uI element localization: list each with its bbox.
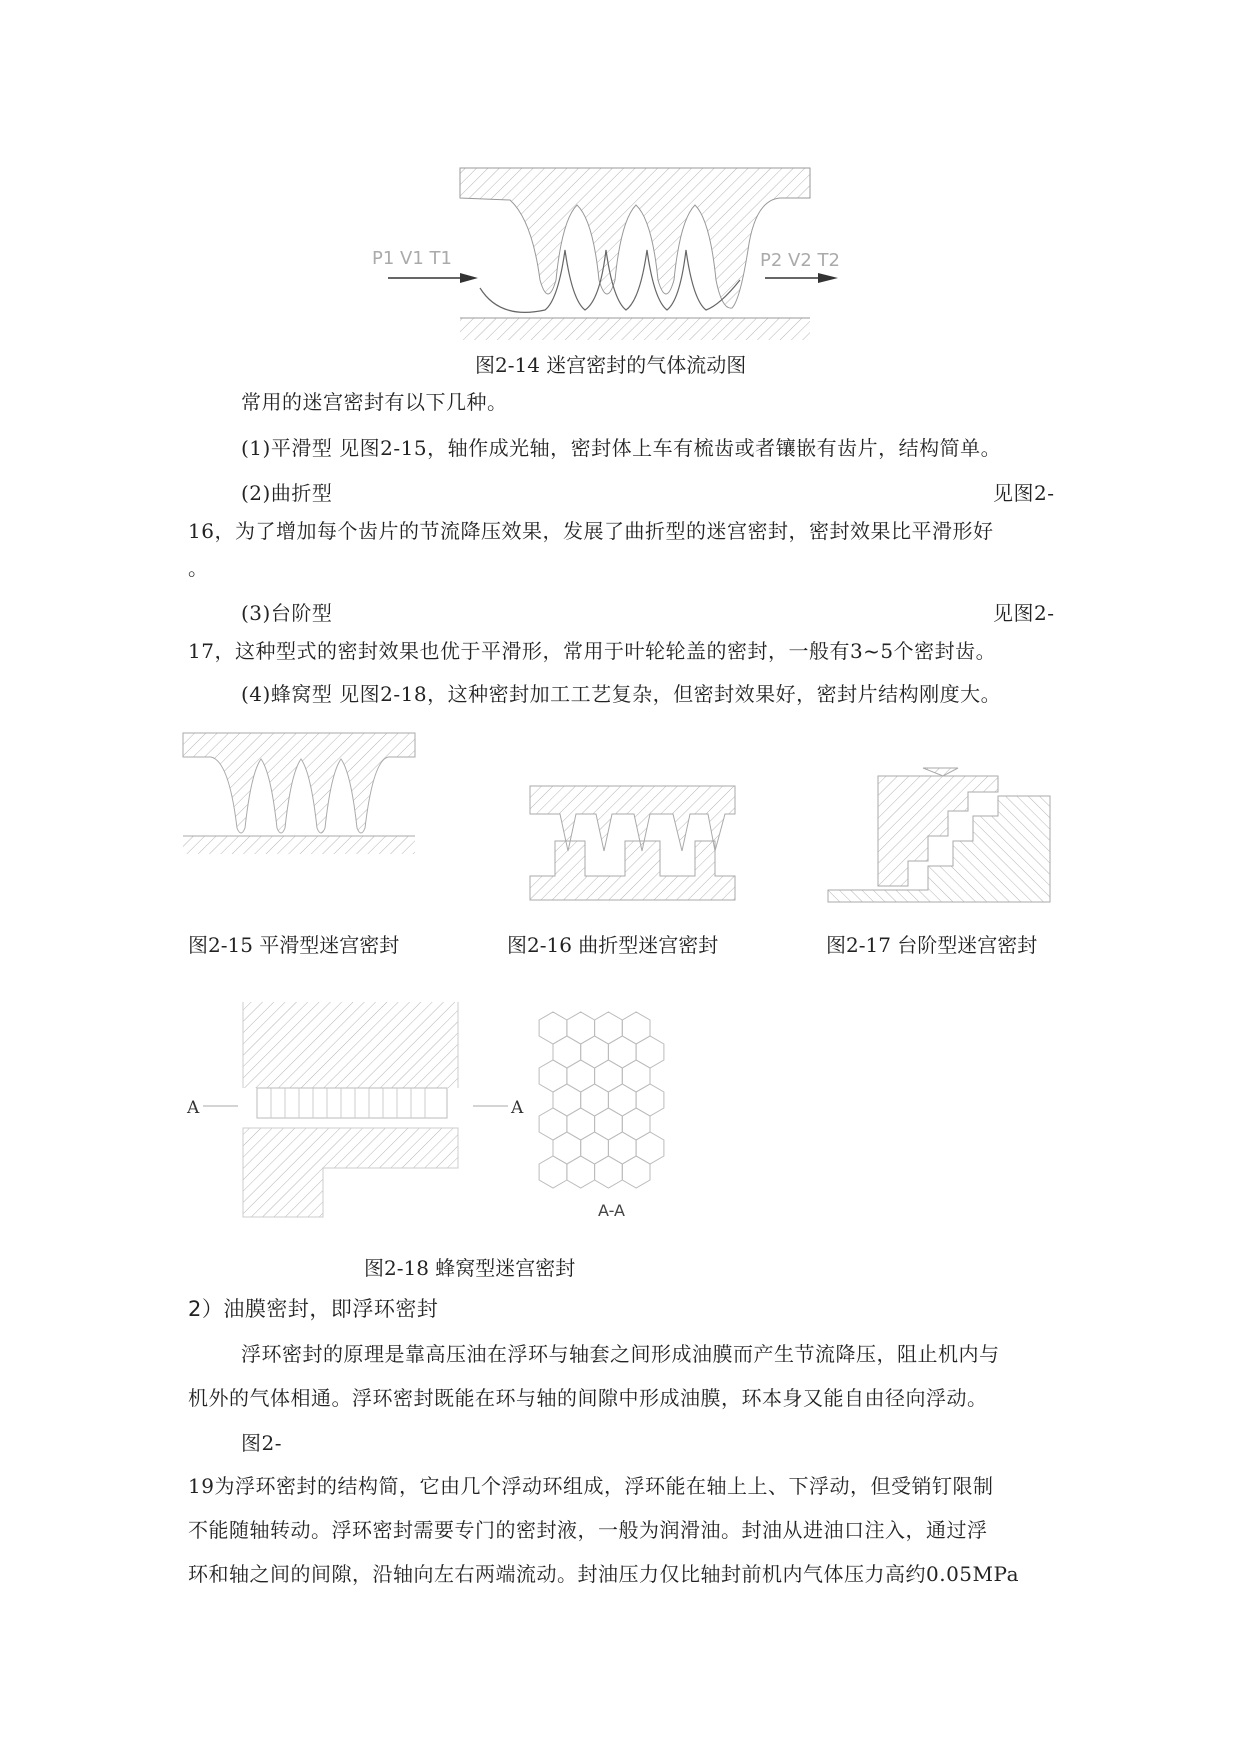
figure-2-15-smooth-seal bbox=[183, 733, 418, 855]
fig14-inlet-label: P1 V1 T1 bbox=[372, 248, 452, 269]
honeycomb-cell bbox=[608, 1132, 636, 1164]
honeycomb-cell bbox=[636, 1132, 664, 1164]
figure-2-17-stepped-seal bbox=[828, 766, 1050, 902]
honeycomb-cell bbox=[539, 1156, 567, 1188]
honeycomb-cell bbox=[539, 1108, 567, 1140]
figure-2-17-caption: 图2-17 台阶型迷宫密封 bbox=[826, 933, 1038, 957]
honeycomb-cell bbox=[567, 1156, 595, 1188]
item-2-heading: (2)曲折型 bbox=[241, 481, 333, 505]
honeycomb-cell bbox=[595, 1108, 623, 1140]
item-1-text: (1)平滑型 见图2-15，轴作成光轴，密封体上车有梳齿或者镶嵌有齿片，结构简单。 bbox=[241, 436, 1002, 460]
item-3-text-line2: 17，这种型式的密封效果也优于平滑形，常用于叶轮轮盖的密封，一般有3~5个密封齿。 bbox=[188, 639, 997, 663]
fig18-section-label: A-A bbox=[598, 1201, 625, 1220]
honeycomb-cell bbox=[595, 1012, 623, 1044]
figure-2-18-caption: 图2-18 蜂窝型迷宫密封 bbox=[364, 1256, 576, 1280]
honeycomb-cell bbox=[553, 1132, 581, 1164]
fig14-shaft bbox=[460, 318, 810, 340]
honeycomb-cell bbox=[539, 1060, 567, 1092]
honeycomb-cell bbox=[595, 1060, 623, 1092]
honeycomb-cell bbox=[622, 1156, 650, 1188]
honeycomb-cell bbox=[622, 1108, 650, 1140]
honeycomb-cell bbox=[622, 1060, 650, 1092]
honeycomb-cell bbox=[567, 1060, 595, 1092]
para-2-line-2: 19为浮环密封的结构简，它由几个浮动环组成，浮环能在轴上上、下浮动，但受销钉限制 bbox=[188, 1474, 994, 1498]
item-3-heading: (3)台阶型 bbox=[241, 601, 333, 625]
fig18-section-mark-left: A bbox=[187, 1098, 200, 1118]
para-1-line-2: 机外的气体相通。浮环密封既能在环与轴的间隙中形成油膜，环本身又能自由径向浮动。 bbox=[188, 1386, 988, 1410]
honeycomb-cell bbox=[595, 1156, 623, 1188]
honeycomb-cell bbox=[567, 1012, 595, 1044]
item-4-text: (4)蜂窝型 见图2-18，这种密封加工工艺复杂，但密封效果好，密封片结构刚度大。 bbox=[241, 682, 1002, 706]
para-1-line-1: 浮环密封的原理是靠高压油在浮环与轴套之间形成油膜而产生节流降压，阻止机内与 bbox=[241, 1342, 1000, 1366]
honeycomb-cell bbox=[636, 1036, 664, 1068]
honeycomb-cell bbox=[553, 1084, 581, 1116]
honeycomb-cell bbox=[567, 1108, 595, 1140]
figure-2-14-labyrinth-flow bbox=[360, 160, 840, 350]
honeycomb-cell bbox=[581, 1084, 609, 1116]
para-2-line-3: 不能随轴转动。浮环密封需要专门的密封液，一般为润滑油。封油从进油口注入，通过浮 bbox=[188, 1518, 988, 1542]
fig14-outlet-label: P2 V2 T2 bbox=[760, 250, 840, 271]
fig14-housing bbox=[460, 168, 810, 308]
honeycomb-cell bbox=[622, 1012, 650, 1044]
para-2-line-4: 环和轴之间的间隙，沿轴向左右两端流动。封油压力仅比轴封前机内气体压力高约0.05MPa bbox=[188, 1562, 1019, 1586]
intro-text: 常用的迷宫密封有以下几种。 bbox=[241, 390, 508, 414]
honeycomb-cell bbox=[539, 1012, 567, 1044]
item-3-figure-ref: 见图2- bbox=[993, 601, 1055, 625]
section-2-title: 2）油膜密封，即浮环密封 bbox=[188, 1297, 439, 1321]
honeycomb-cell bbox=[553, 1036, 581, 1068]
honeycomb-cell bbox=[636, 1084, 664, 1116]
para-2-line-1: 图2- bbox=[241, 1431, 282, 1455]
figure-2-18-honeycomb-seal bbox=[183, 1002, 683, 1222]
honeycomb-cell bbox=[581, 1132, 609, 1164]
honeycomb-cell bbox=[581, 1036, 609, 1068]
honeycomb-cell bbox=[608, 1084, 636, 1116]
figure-2-15-caption: 图2-15 平滑型迷宫密封 bbox=[188, 933, 400, 957]
honeycomb-cell bbox=[608, 1036, 636, 1068]
fig18-section-mark-right: A bbox=[511, 1098, 524, 1118]
figure-2-16-staggered-seal bbox=[530, 786, 735, 900]
item-2-text-line3: 。 bbox=[188, 556, 209, 580]
item-2-figure-ref: 见图2- bbox=[993, 481, 1055, 505]
fig18-honeycomb-section bbox=[539, 1012, 664, 1188]
figure-2-16-caption: 图2-16 曲折型迷宫密封 bbox=[507, 933, 719, 957]
item-2-text-line2: 16，为了增加每个齿片的节流降压效果，发展了曲折型的迷宫密封，密封效果比平滑形好 bbox=[188, 519, 994, 543]
figure-2-14-caption: 图2-14 迷宫密封的气体流动图 bbox=[475, 353, 747, 377]
